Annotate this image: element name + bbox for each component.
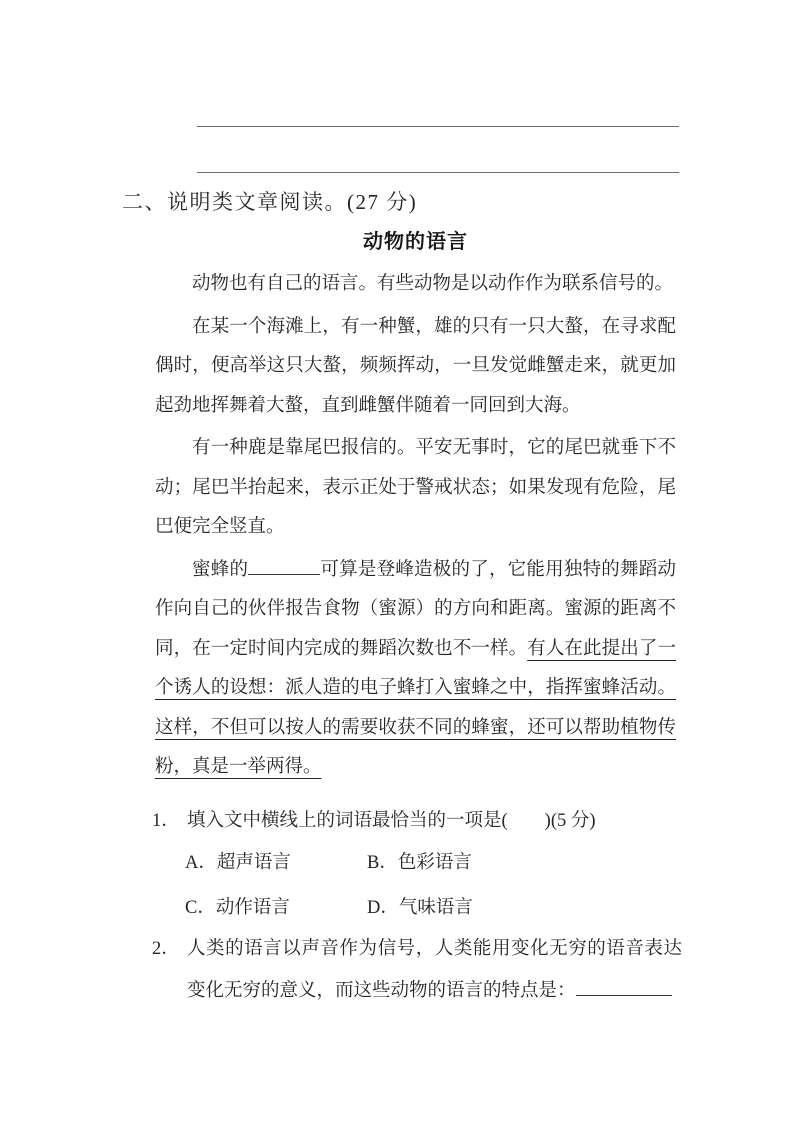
passage-paragraph-2: 在某一个海滩上，有一种蟹，雄的只有一只大螯，在寻求配偶时，便高举这只大螯，频频挥动，一旦发觉雌蟹走来，就更加起劲地挥舞着大螯，直到雌蟹伴随着一同回到大海。	[155, 316, 676, 416]
question-1	[152, 801, 682, 841]
option-b: B．色彩语言	[367, 853, 472, 873]
question-1-number: 1．	[152, 811, 180, 831]
questions-section	[152, 801, 682, 1012]
reading-passage	[155, 228, 676, 791]
passage-paragraph-4	[155, 551, 676, 788]
answer-line	[197, 172, 679, 173]
fill-in-blank	[248, 561, 320, 575]
answer-blank	[576, 982, 672, 996]
paragraph-text: 蜜蜂的	[192, 559, 249, 580]
option-c: C．动作语言	[185, 898, 290, 918]
option-d: D．气味语言	[367, 898, 473, 918]
underlined-sentence: 有人在此提出了一个诱人的设想：派人造的电子蜂打入蜜蜂之中，指挥蜜蜂活动。这样，不但可以按人的需要收获不同的蜂蜜，还可以帮助植物传粉，真是一举两得。	[155, 638, 676, 777]
options-row	[152, 888, 682, 928]
question-2-number: 2．	[152, 939, 180, 959]
question-2-text: 人类的语言以声音作为信号，人类能用变化无穷的语音表达变化无穷的意义，而这些动物的语言的特点是：	[187, 939, 682, 1001]
answer-line	[197, 126, 679, 127]
option-a: A．超声语言	[185, 853, 291, 873]
passage-paragraph-3: 有一种鹿是靠尾巴报信的。平安无事时，它的尾巴就垂下不动；尾巴半抬起来，表示正处于警戒状态；如果发现有危险，尾巴便完全竖直。	[155, 438, 676, 537]
section-heading: 二、说明类文章阅读。(27 分)	[122, 190, 418, 214]
options-row	[152, 843, 682, 883]
passage-paragraph-1: 动物也有自己的语言。有些动物是以动作作为联系信号的。	[192, 274, 674, 294]
question-1-text: 填入文中横线上的词语最恰当的一项是( )(5 分)	[187, 811, 596, 831]
article-title: 动物的语言	[363, 231, 468, 253]
paragraph-text: 可算是登峰造极的了，它能用独特的舞蹈动作向自己的伙伴报告食物（蜜源）的方向和距离。蜜源的距离不同，在一定时间内完成的舞蹈次数也不一样。	[155, 559, 676, 659]
question-2	[152, 928, 682, 1012]
